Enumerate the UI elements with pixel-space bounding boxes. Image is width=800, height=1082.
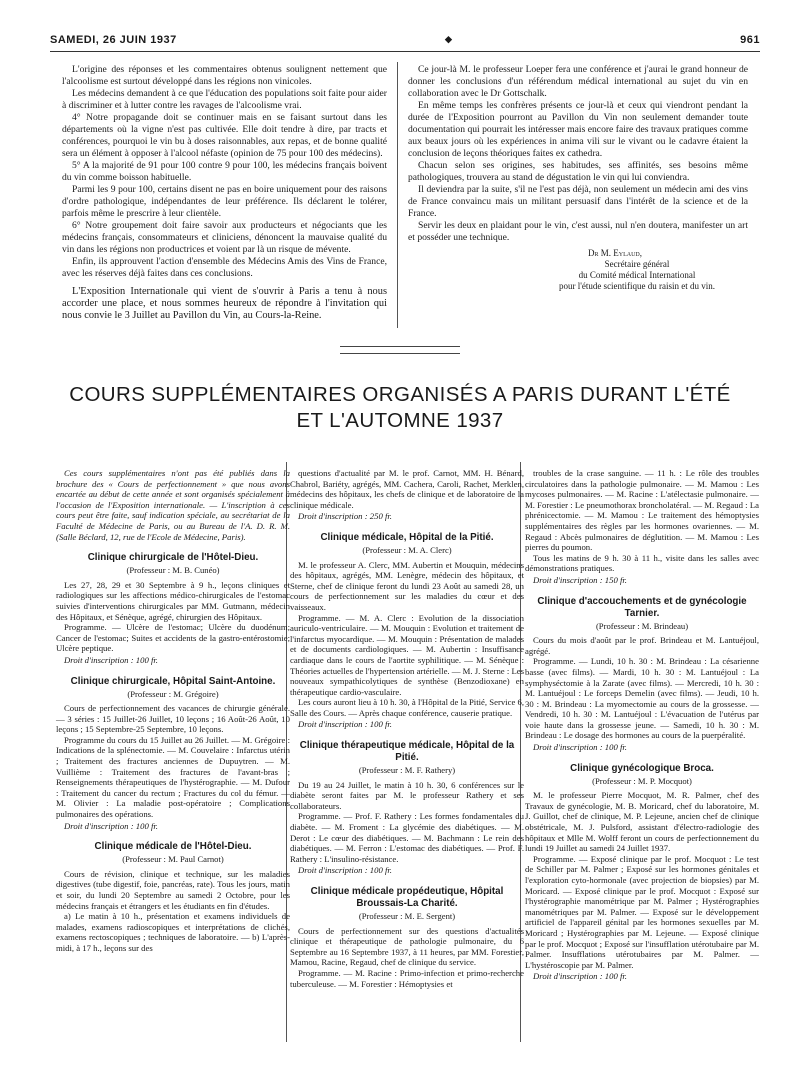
program: Programme. — Prof. F. Rathery : Les formes fondamentales du diabète. — M. Froment : La glycémie des diabétiques. — M. Derot : Le cœur des diabétiques. — M. Bachmann : Le rein des diabétiques. — M. Ferron : L'estomac des diabétiques. — Prof. F. Rathery : L'insulino-résistance.	[290, 811, 524, 864]
program: Programme. — M. A. Clerc : Evolution de la dissociation auriculo-ventriculaire. — M. Mouquin : Evolution et traitement de l'infarctus myocardique. — M. Mouquin : Présentation de malades et de documents cardiologiques. — M. Aubertin : Insuffisance cardiaque dans le cours de l'aortite syphilitique. — M. Sénèque : Théories actuelles de l'hypertension artérielle. — M. J. Sterne : Les nouveaux sympathicolytiques de synthèse (Benzodioxane) en thérapeutique cardio-vasculaire.	[290, 612, 524, 697]
diamond-ornament-icon: ◆	[445, 34, 453, 44]
program: Programme. — Lundi, 10 h. 30 : M. Brindeau : La césarienne basse (avec films). — Mardi, 10 h. 30 : M. Lantuéjoul : La symphyséctomie à la Zarate (avec films). — Mercredi, 10 h. 30 : M. Lantuéjoul : Le forceps Demelin (avec films). — Jeudi, 10 h. 30 : M. Brindeau : La myomectomie au cours de la grossesse. — Vendredi, 10 h. 30 : M. Lantuéjoul : L'évacuation de l'utérus par voie haute dans la grossesse jeune. — Samedi, 10 h. 30 : M. Brindeau : Le dosage des hormones au cours de la puerpéralité.	[525, 656, 759, 741]
closing-paragraph: L'Exposition Internationale qui vient de s'ouvrir à Paris a tenu à nous accorder une place, et nous sommes heureux de répondre à l'invitation qui nous convie le 3 Juillet au Pavillon du Vin, au Cours-la-Reine.	[62, 286, 387, 321]
fee-line: Droit d'inscription : 250 fr.	[298, 511, 392, 522]
paragraph: Les médecins demandent à ce que l'éducation des populations soit faite pour aider à discriminer et à lutter contre les ravages de l'alcoolisme vrai.	[62, 88, 387, 111]
section-heading: Clinique médicale propédeutique, Hôpital Broussais-La Charité.	[310, 886, 504, 909]
program: Programme du cours du 15 Juillet au 26 Juillet. — M. Grégoire : Indications de la splénectomie. — M. Couvelaire : Infarctus utérin ; Traitement des fractures anciennes de Dupuytren. — M. Vuillième : Traitement des fractures de l'avant-bras ; Renseignements thérapeutiques de l'hystérographie. — M. Dufour : Traitement du cancer du rectum ; Fractures du col du fémur. — M. Olivier : La maladie post-opératoire ; Complications pulmonaires des opérations.	[56, 734, 290, 820]
paragraph: Tous les matins de 9 h. 30 à 11 h., visite dans les salles avec démonstrations pratiques.	[525, 552, 759, 574]
section-heading: Clinique gynécologique Broca.	[570, 762, 714, 774]
paragraph: troubles de la crase sanguine. — 11 h. : Le rôle des troubles circulatoires dans la pathologie pulmonaire. — M. Mamou : Les mycoses pulmonaires. — M. Racine : L'atélectasie pulmonaire. — M. Forestier : Le pneumothorax broncholatéral. — M. Regaud : La phrénicectomie. — M. Mamou : Le traitement des hémoptysies supplémentaires des règles par les hormones ovariennes. — M. Regaud : Abcès pulmonaires de déglutition. — M. Mamou : Les pierres du poumon.	[525, 468, 759, 553]
section-heading: Clinique d'accouchements et de gynécologie Tarnier.	[537, 595, 747, 619]
paragraph: Il deviendra par la suite, s'il ne l'est pas déjà, non seulement un médecin ami des vins de France convaincu mais un militant persuasif dans l'intérêt de la science et de la France.	[408, 184, 748, 219]
program: Programme. — M. Racine : Primo-infection et primo-recherche tuberculeuse. — M. Forestier : Hémoptysies et	[290, 967, 524, 989]
paragraph: Ce jour-là M. le professeur Loeper fera une conférence et j'aurai le grand honneur de donner les conclusions d'un référendum médical international au sujet du vin en collaboration avec le Dr Gottschalk.	[408, 64, 748, 99]
paragraph: Les 27, 28, 29 et 30 Septembre à 9 h., leçons cliniques et radiologiques sur les affections médico-chirurgicales de l'estomac suivies d'interventions chirurgicales par MM. Gutmann, médecin des Hôpitaux, et Sénèque, agrégé, chirurgien des Hôpitaux.	[56, 579, 290, 622]
fee-line: Droit d'inscription : 100 fr.	[533, 742, 627, 753]
paragraph: Les cours auront lieu à 10 h. 30, à l'Hôpital de la Pitié, Service 6, Salle des Cours. — Après chaque conférence, causerie pratique.	[290, 697, 524, 718]
professor-line: (Professeur : M. A. Clerc)	[362, 544, 452, 555]
paragraph: Servir les deux en plaidant pour le vin, c'est aussi, nul n'en doutera, manifester un art et posséder une technique.	[408, 220, 748, 243]
page-header	[50, 34, 760, 50]
article-title	[40, 382, 760, 434]
top-right-column	[408, 64, 748, 292]
fee-line: Droit d'inscription : 100 fr.	[64, 654, 158, 665]
intro-paragraph: Ces cours supplémentaires n'ont pas été publiés dans la brochure des « Cours de perfectionnement » que nous avons encartée au début de cette année et sont organisés spécialement à l'occasion de l'Exposition internationale. — L'inscription à ces cours peut être faite, sauf indication spéciale, au secrétariat de la Faculté de Médecine de Paris, ou au Bureau de l'A. D. R. M. (Salle Béclard, 12, rue de l'Ecole de Médecine, Paris).	[56, 468, 290, 542]
fee-line: Droit d'inscription : 100 fr.	[298, 719, 392, 730]
column-3	[525, 468, 759, 982]
title-line: ET L'AUTOMNE 1937	[296, 409, 504, 432]
paragraph: L'origine des réponses et les commentaires obtenus soulignent nettement que l'alcoolisme est surtout développé dans les régions non vinicoles.	[62, 64, 387, 87]
paragraph: a) Le matin à 10 h., présentation et examens individuels de malades, examens radioscopiques et interprétations de clichés, examens rectoscopiques ; techniques de laboratoire. — b) L'après-midi, à 17 h., leçons sur des	[56, 911, 290, 953]
signature-name: Dr M. Eylaud,	[588, 248, 642, 258]
issue-date: SAMEDI, 26 JUIN 1937	[50, 34, 177, 46]
column-rule	[397, 62, 398, 328]
professor-line: (Professeur : M. P. Mocquot)	[592, 775, 692, 786]
column-1	[56, 468, 290, 954]
signature-block	[408, 248, 748, 292]
section-heading: Clinique thérapeutique médicale, Hôpital de la Pitié.	[299, 740, 515, 764]
fee-line: Droit d'inscription : 100 fr.	[533, 971, 627, 982]
paragraph: 4° Notre propagande doit se continuer mais en se faisant surtout dans les départements où la vigne n'est pas cultivée. Elle doit tendre à dire, par tracts et conférences, pourquoi le vin bu à doses raisonnables, aux repas, et de bonne qualité sera un élément à opposer à l'alcool néfaste (opinion de 75 pour 100 des médecins).	[62, 112, 387, 159]
paragraph: 5° A la majorité de 91 pour 100 contre 9 pour 100, les médecins français boivent du vin comme boisson habituelle.	[62, 160, 387, 183]
signature-role: Secrétaire général	[604, 259, 670, 269]
signature-role: du Comité médical International	[578, 270, 696, 280]
top-left-column	[62, 64, 387, 322]
paragraph: Du 19 au 24 Juillet, le matin à 10 h. 30, 6 conférences sur le diabète seront faites par M. le professeur Rathery et ses collaborateurs.	[290, 779, 524, 811]
fee-line: Droit d'inscription : 100 fr.	[298, 865, 392, 876]
paragraph: Cours de perfectionnement sur des questions d'actualités clinique et thérapeutique de pathologie pulmonaire, du 6 Septembre au 16 Septembre 1937, à 11 heures, par MM. Forestier, Mamou, Racine, Regaud, chef de clinique du service.	[290, 925, 524, 968]
paragraph: questions d'actualité par M. le prof. Carnot, MM. H. Bénard, Chabrol, Bariéty, agrégés, MM. Cachera, Caroli, Rachet, Merklen, médecins des hôpitaux, les chefs de clinique et de laboratoire de la clinique médicale.	[290, 468, 524, 510]
fee-line: Droit d'inscription : 100 fr.	[64, 820, 158, 831]
paragraph: En même temps les confrères présents ce jour-là et ceux qui viendront pendant la durée de l'Exposition pourront au Pavillon du Vin non seulement demander toute documentation qui pourrait les intéresser mais encore faire des travaux pratiques comme aux beaux jours où les expériences in anima vili sur le vivant ou le cadavre étaient la conclusion de leçons théoriques faites ex cathedra.	[408, 100, 748, 159]
paragraph: 6° Notre groupement doit faire savoir aux producteurs et négociants que les médecins français, consommateurs et cliniciens, dénoncent la mauvaise qualité du vin dans les régions non productrices et voient par là un risque de mévente.	[62, 220, 387, 255]
signature-role: pour l'étude scientifique du raisin et du vin.	[558, 281, 716, 291]
section-heading: Clinique médicale, Hôpital de la Pitié.	[320, 531, 494, 543]
paragraph: M. le professeur Pierre Mocquot, M. R. Palmer, chef des Travaux de gynécologie, M. B. Moricard, chef du laboratoire, M. J. Guillot, chef de clinique, M. P. Lejeune, ancien chef de clinique obstétricale, M. J. Pulsford, assistant d'électro-radiologie des hôpitaux et Mlle M. Wolff feront un cours de perfectionnement du lundi 19 Juillet au samedi 24 Juillet 1937.	[525, 790, 759, 854]
program: Programme. — Ulcère de l'estomac; Ulcère du duodénum; Cancer de l'estomac; Suites et accidents de la gastro-entérostomie; Ulcère peptique.	[56, 622, 290, 654]
header-rule	[50, 51, 760, 52]
professor-line: (Professeur : M. Brindeau)	[595, 620, 689, 631]
paragraph: Cours de révision, clinique et technique, sur les maladies digestives (tube digestif, foie, pancréas, rate). Tous les jours, matin et soir, du lundi 20 Septembre au samedi 2 Octobre, pour les médecins français et étrangers et les étudiants en fin d'études.	[56, 868, 290, 911]
paragraph: Parmi les 9 pour 100, certains disent ne pas en boire uniquement pour des raisons d'ordre pathologique, indépendantes de leur préférence. Ils déclarent le tolérer, parfois même le prescrire à leur clientèle.	[62, 184, 387, 219]
professor-line: (Professeur : M. F. Rathery)	[358, 765, 456, 776]
paragraph: Chacun selon ses origines, ses habitudes, ses affinités, ses besoins même pathologiques, trouvera au stand de dégustation le vin qui lui conviendra.	[408, 160, 748, 183]
program: Programme. — Exposé clinique par le prof. Mocquot : Le test de Schiller par M. Palmer ; Exposé sur les hormones génitales et l'exploration cyto-hormonale (avec projection de biopsies) par M. Moricard. — Exposé clinique par le prof. Mocquot : Exposé sur l'hystérographie manométrique par M. Palmer ; Hystérographies manométriques par M. Palmer. — Exposé sur le développement artificiel de l'appareil génital par les hormones sexuelles par M. Moricard ; Hystérographies par M. Lejeune. — Exposé clinique par le prof. Mocquot ; Exposé sur l'insufflation utérotubaire par M. Palmer. Insufflations utérotubaires par M. Palmer. — L'hystéroscopie par M. Palmer.	[525, 853, 759, 970]
professor-line: (Professeur : M. Paul Carnot)	[122, 854, 224, 865]
professor-line: (Professeur : M. E. Sergent)	[358, 911, 456, 921]
section-divider	[340, 346, 460, 354]
paragraph: Enfin, ils approuvent l'action d'ensemble des Médecins Amis des Vins de France, avec les réserves déjà faites dans ces conclusions.	[62, 256, 387, 279]
section-heading: Clinique médicale de l'Hôtel-Dieu.	[94, 841, 252, 853]
page-number: 961	[740, 34, 760, 46]
professor-line: (Professeur : M. B. Cunéo)	[126, 565, 220, 576]
section-heading: Clinique chirurgicale, Hôpital Saint-Antoine.	[70, 675, 276, 687]
paragraph: M. le professeur A. Clerc, MM. Aubertin et Mouquin, médecins des hôpitaux, agrégés, MM. Lenègre, médecin des hôpitaux, et Sterne, chef de clinique feront du lundi 23 Août au samedi 28, un cours de perfectionnement sur les maladies du cœur et des vaisseaux.	[290, 559, 524, 612]
paragraph: Cours de perfectionnement des vacances de chirurgie générale. — 3 séries : 15 Juillet-26 Juillet, 10 leçons ; 16 Août-26 Août, 10 leçons ; 15 Septembre-25 Septembre, 10 leçons.	[56, 703, 290, 735]
fee-line: Droit d'inscription : 150 fr.	[533, 574, 627, 585]
column-2	[290, 468, 524, 989]
paragraph: Cours du mois d'août par le prof. Brindeau et M. Lantuéjoul, agrégé.	[525, 635, 759, 656]
title-line: COURS SUPPLÉMENTAIRES ORGANISÉS A PARIS DURANT L'ÉTÉ	[69, 383, 731, 406]
professor-line: (Professeur : M. Grégoire)	[127, 688, 219, 699]
section-heading: Clinique chirurgicale de l'Hôtel-Dieu.	[87, 552, 259, 564]
